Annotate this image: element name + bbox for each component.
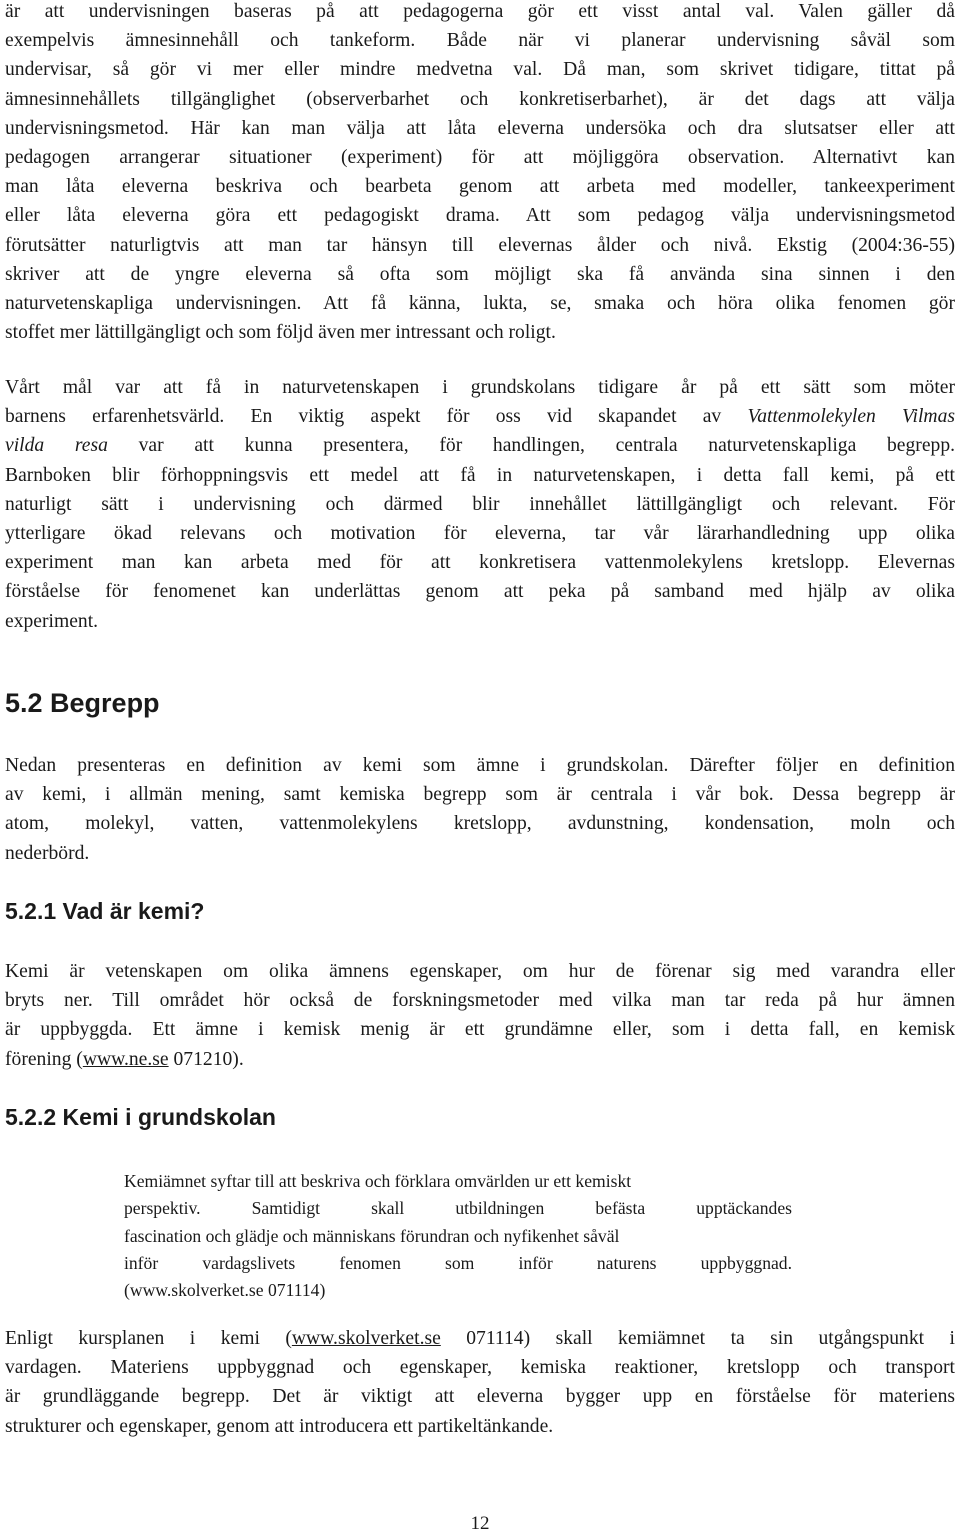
text-line: är grundläggande begrepp. Det är viktigt att eleverna bygger upp en förståelse för materiens [5, 1386, 955, 1408]
text-line: eller låta eleverna göra ett pedagogiskt drama. Att som pedagog välja undervisningsmetod [5, 205, 955, 227]
text-line: Nedan presenteras en definition av kemi som ämne i grundskolan. Därefter följer en definition [5, 755, 955, 776]
section-heading: 5.2 Begrepp [5, 688, 160, 718]
text-line: ytterligare ökad relevans och motivation för eleverna, tar vår lärarhandledning upp olika [5, 523, 955, 545]
text-line: skriver att de yngre eleverna så ofta som möjligt ska få använda sina sinnen i den [5, 263, 955, 285]
text-line: Barnboken blir förhoppningsvis ett medel att få in naturvetenskapen, i detta fall kemi, på ett [5, 464, 955, 486]
paragraph-undervisningsmetod [5, 0, 955, 347]
text-line: förutsätter naturligtvis att man tar hänsyn till elevernas ålder och nivå. Ekstig (2004:36-55) [5, 234, 955, 256]
subsection-heading: 5.2.1 Vad är kemi? [5, 898, 205, 924]
text-line: experiment. [5, 610, 99, 632]
text-line: av kemi, i allmän mening, samt kemiska begrepp som är centrala i vår bok. Dessa begrepp är [5, 784, 955, 806]
text-fragment: var att kunna presentera, för handlingen, centrala naturvetenskapliga begrepp. [107, 435, 956, 457]
text-fragment: förening ( [5, 1048, 83, 1070]
quote-line: perspektiv. Samtidigt skall utbildningen befästa upptäckandes [124, 1198, 792, 1219]
paragraph-vart-mal [5, 373, 955, 636]
text-line: är att undervisningen baseras på att pedagogerna gör ett visst antal val. Valen gäller då [5, 1, 955, 22]
text-line: pedagogen arrangerar situationer (experiment) för att möjliggöra observation. Alternativt kan [5, 147, 955, 169]
text-fragment: barnens erfarenhetsvärld. En viktig aspekt för oss vid skapandet av [5, 406, 722, 428]
text-line: experiment man kan arbeta med för att konkretisera vattenmolekylens kretslopp. Elevernas [5, 552, 955, 574]
text-line: naturvetenskapliga undervisningen. Att få känna, lukta, se, smaka och höra olika fenomen gör [5, 293, 955, 315]
text-line: nederbörd. [5, 842, 90, 864]
page-number: 12 [470, 1513, 490, 1534]
book-title: vilda resa [5, 435, 108, 457]
text-line: stoffet mer lättillgängligt och som följd även mer intressant och roligt. [5, 322, 556, 344]
text-line: naturligt sätt i undervisning och därmed blir innehållet lättillgängligt och relevant. För [5, 493, 955, 515]
block-quote [124, 1168, 792, 1301]
quote-line: (www.skolverket.se 071114) [124, 1280, 326, 1301]
paragraph-kursplanen [5, 1324, 955, 1441]
text-line: atom, molekyl, vatten, vattenmolekylens kretslopp, avdunstning, kondensation, moln och [5, 813, 955, 835]
text-line: förståelse för fenomenet kan underlättas genom att peka på samband med hjälp av olika [5, 581, 955, 603]
text-line: ämnesinnehållets tillgänglighet (observerbarhet och konkretiserbarhet), är det dags att välja [5, 88, 955, 110]
text-line [5, 402, 955, 431]
text-line: undervisningsmetod. Här kan man välja att låta eleverna undersöka och dra slutsatser eller att [5, 117, 955, 139]
text-line: strukturer och egenskaper, genom att introducera ett partikeltänkande. [5, 1415, 554, 1437]
text-line: Vårt mål var att få in naturvetenskapen i grundskolans tidigare år på ett sätt som möter [5, 377, 955, 398]
subsection-heading: 5.2.2 Kemi i grundskolan [5, 1104, 276, 1130]
text-line: Kemi är vetenskapen om olika ämnens egenskaper, om hur de förenar sig med varandra eller [5, 961, 955, 982]
paragraph-begrepp [5, 751, 955, 868]
text-line [5, 1045, 955, 1074]
text-line: bryts ner. Till området hör också de forskningsmetoder med vilka man tar reda på hur ämnen [5, 990, 955, 1012]
text-line: undervisar, så gör vi mer eller mindre medvetna val. Då man, som skrivet tidigare, tittat på [5, 59, 955, 81]
source-link[interactable]: www.skolverket.se [291, 1328, 441, 1349]
text-fragment: Enligt kursplanen i kemi ( [5, 1328, 292, 1349]
quote-line: fascination och glädje och människans förundran och nyfikenhet såväl [124, 1225, 620, 1246]
quote-line: Kemiämnet syftar till att beskriva och förklara omvärlden ur ett kemiskt [124, 1171, 632, 1191]
text-line [5, 431, 955, 460]
paragraph-vad-ar-kemi [5, 957, 955, 1074]
quote-line: inför vardagslivets fenomen som inför naturens uppbyggnad. [124, 1252, 792, 1273]
text-line [5, 1324, 955, 1353]
text-line: vardagen. Materiens uppbyggnad och egenskaper, kemiska reaktioner, kretslopp och transport [5, 1357, 955, 1379]
text-line: är uppbyggda. Ett ämne i kemisk menig är ett grundämne eller, som i detta fall, en kemisk [5, 1019, 955, 1041]
text-fragment: 071114) skall kemiämnet ta sin utgångspunkt i [440, 1328, 955, 1349]
text-fragment: 071210). [168, 1048, 244, 1070]
book-title: Vattenmolekylen Vilmas [747, 406, 956, 428]
text-line: exempelvis ämnesinnehåll och tankeform. Både när vi planerar undervisning såväl som [5, 30, 955, 52]
text-line: man låta eleverna beskriva och bearbeta genom att arbeta med modeller, tankeexperiment [5, 176, 955, 198]
source-link[interactable]: www.ne.se [82, 1048, 169, 1070]
